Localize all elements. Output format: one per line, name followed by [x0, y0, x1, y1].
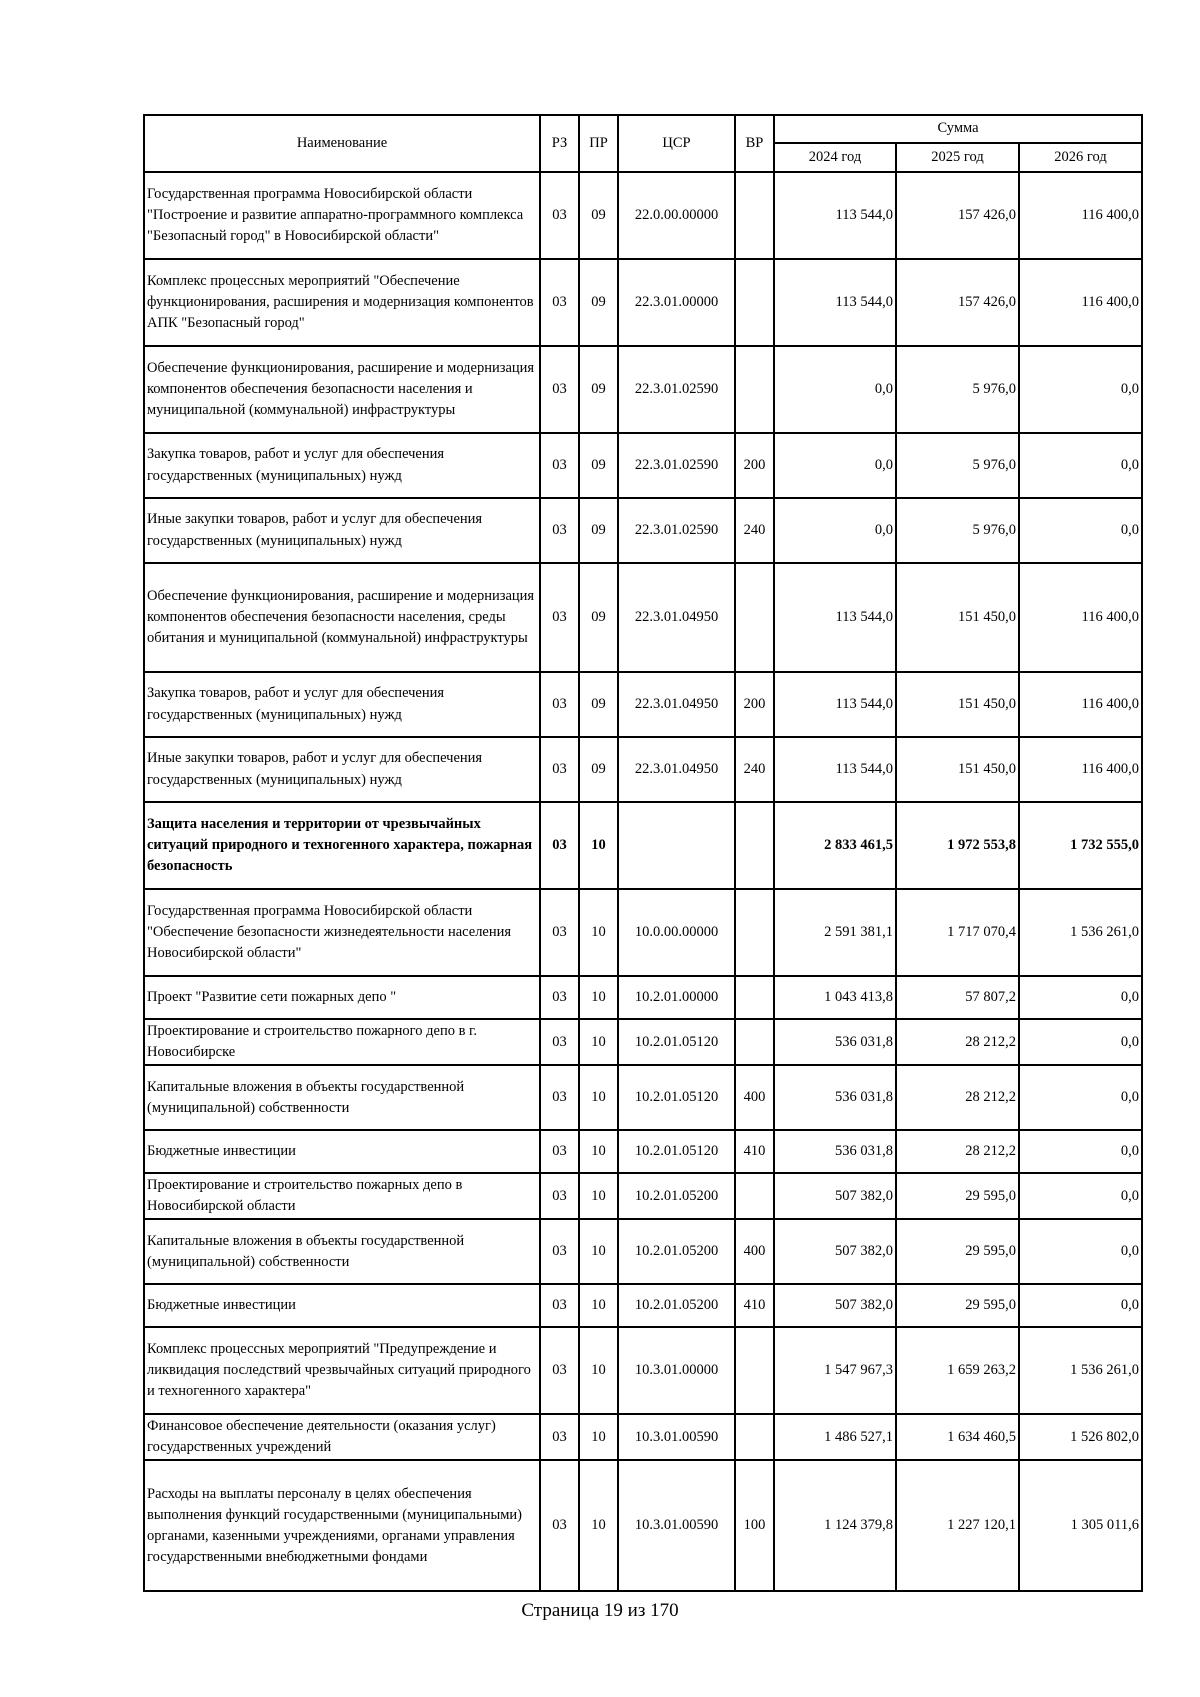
cell-rz: 03: [540, 1173, 579, 1219]
cell-y2026: 1 536 261,0: [1019, 889, 1142, 976]
cell-vr: [735, 346, 774, 433]
cell-y2024: 507 382,0: [774, 1219, 896, 1284]
cell-y2026: 0,0: [1019, 1019, 1142, 1065]
cell-y2024: 113 544,0: [774, 563, 896, 672]
cell-pr: 09: [579, 737, 618, 802]
cell-name: Обеспечение функционирования, расширение и модернизация компонентов обеспечения безопасности населения, среды обитания и муниципальной (коммунальной) инфраструктуры: [144, 563, 540, 672]
cell-y2026: 0,0: [1019, 1219, 1142, 1284]
cell-name: Комплекс процессных мероприятий "Обеспечение функционирования, расширения и модернизация компонентов АПК "Безопасный город": [144, 259, 540, 346]
cell-vr: [735, 976, 774, 1019]
cell-rz: 03: [540, 889, 579, 976]
table-row: [144, 737, 1142, 802]
cell-vr: [735, 1414, 774, 1460]
cell-pr: 10: [579, 1173, 618, 1219]
cell-rz: 03: [540, 1327, 579, 1414]
cell-pr: 10: [579, 1065, 618, 1130]
cell-name: Финансовое обеспечение деятельности (оказания услуг) государственных учреждений: [144, 1414, 540, 1460]
cell-name: Иные закупки товаров, работ и услуг для обеспечения государственных (муниципальных) нужд: [144, 498, 540, 563]
cell-csr: 22.3.01.04950: [618, 672, 735, 737]
cell-y2024: 2 833 461,5: [774, 802, 896, 889]
cell-y2025: 1 659 263,2: [896, 1327, 1019, 1414]
header-vr: ВР: [735, 115, 774, 172]
cell-pr: 10: [579, 1460, 618, 1591]
cell-y2024: 1 043 413,8: [774, 976, 896, 1019]
cell-y2024: 0,0: [774, 346, 896, 433]
cell-y2026: 116 400,0: [1019, 259, 1142, 346]
table-row: [144, 976, 1142, 1019]
table-row: [144, 672, 1142, 737]
cell-csr: 22.3.01.04950: [618, 563, 735, 672]
cell-y2025: 29 595,0: [896, 1284, 1019, 1327]
cell-pr: 09: [579, 346, 618, 433]
table-row: [144, 346, 1142, 433]
cell-rz: 03: [540, 976, 579, 1019]
budget-page: [143, 114, 1141, 1592]
cell-vr: [735, 259, 774, 346]
cell-y2024: 2 591 381,1: [774, 889, 896, 976]
cell-rz: 03: [540, 1284, 579, 1327]
cell-csr: 22.3.01.00000: [618, 259, 735, 346]
cell-rz: 03: [540, 346, 579, 433]
cell-vr: [735, 172, 774, 259]
cell-y2024: 113 544,0: [774, 172, 896, 259]
table-row: [144, 433, 1142, 498]
cell-y2024: 536 031,8: [774, 1019, 896, 1065]
cell-rz: 03: [540, 672, 579, 737]
cell-csr: 10.3.01.00590: [618, 1414, 735, 1460]
cell-y2026: 1 536 261,0: [1019, 1327, 1142, 1414]
cell-pr: 10: [579, 1219, 618, 1284]
cell-y2026: 0,0: [1019, 433, 1142, 498]
cell-y2025: 57 807,2: [896, 976, 1019, 1019]
cell-vr: 400: [735, 1219, 774, 1284]
cell-y2025: 1 972 553,8: [896, 802, 1019, 889]
cell-y2026: 1 526 802,0: [1019, 1414, 1142, 1460]
cell-vr: 410: [735, 1284, 774, 1327]
cell-y2025: 5 976,0: [896, 346, 1019, 433]
cell-pr: 09: [579, 172, 618, 259]
cell-y2025: 5 976,0: [896, 433, 1019, 498]
cell-vr: 200: [735, 433, 774, 498]
cell-y2024: 113 544,0: [774, 737, 896, 802]
cell-vr: [735, 802, 774, 889]
cell-vr: 240: [735, 737, 774, 802]
cell-pr: 09: [579, 433, 618, 498]
cell-csr: 10.2.01.05200: [618, 1219, 735, 1284]
cell-y2026: 0,0: [1019, 1130, 1142, 1173]
cell-vr: 400: [735, 1065, 774, 1130]
cell-pr: 10: [579, 1130, 618, 1173]
cell-rz: 03: [540, 172, 579, 259]
cell-y2025: 28 212,2: [896, 1019, 1019, 1065]
cell-pr: 10: [579, 976, 618, 1019]
cell-y2025: 1 717 070,4: [896, 889, 1019, 976]
cell-pr: 09: [579, 563, 618, 672]
cell-csr: 22.3.01.04950: [618, 737, 735, 802]
cell-y2025: 1 227 120,1: [896, 1460, 1019, 1591]
cell-rz: 03: [540, 1219, 579, 1284]
cell-csr: 10.2.01.00000: [618, 976, 735, 1019]
cell-y2026: 1 305 011,6: [1019, 1460, 1142, 1591]
cell-name: Закупка товаров, работ и услуг для обеспечения государственных (муниципальных) нужд: [144, 433, 540, 498]
cell-name: Защита населения и территории от чрезвычайных ситуаций природного и техногенного характера, пожарная безопасность: [144, 802, 540, 889]
cell-y2026: 0,0: [1019, 346, 1142, 433]
cell-name: Комплекс процессных мероприятий "Предупреждение и ликвидация последствий чрезвычайных ситуаций природного и техногенного характера": [144, 1327, 540, 1414]
cell-y2024: 113 544,0: [774, 259, 896, 346]
cell-y2025: 157 426,0: [896, 172, 1019, 259]
table-row: [144, 1414, 1142, 1460]
table-row: [144, 563, 1142, 672]
cell-vr: [735, 563, 774, 672]
page-number: Страница 19 из 170: [521, 1600, 679, 1621]
cell-vr: 410: [735, 1130, 774, 1173]
cell-name: Закупка товаров, работ и услуг для обеспечения государственных (муниципальных) нужд: [144, 672, 540, 737]
cell-csr: 10.3.01.00000: [618, 1327, 735, 1414]
cell-csr: 10.2.01.05120: [618, 1019, 735, 1065]
cell-name: Расходы на выплаты персоналу в целях обеспечения выполнения функций государственными (муниципальными) органами, казенными учреждениями, органами управления государственными внебюджетными фондами: [144, 1460, 540, 1591]
cell-y2024: 113 544,0: [774, 672, 896, 737]
cell-csr: 22.3.01.02590: [618, 498, 735, 563]
cell-y2024: 1 124 379,8: [774, 1460, 896, 1591]
cell-y2026: 116 400,0: [1019, 563, 1142, 672]
cell-csr: 22.3.01.02590: [618, 433, 735, 498]
cell-y2026: 0,0: [1019, 498, 1142, 563]
cell-y2026: 0,0: [1019, 1173, 1142, 1219]
table-row: [144, 1173, 1142, 1219]
cell-rz: 03: [540, 1065, 579, 1130]
cell-csr: 10.0.00.00000: [618, 889, 735, 976]
cell-y2024: 1 486 527,1: [774, 1414, 896, 1460]
cell-y2026: 116 400,0: [1019, 172, 1142, 259]
cell-pr: 10: [579, 802, 618, 889]
header-sum: Сумма: [774, 115, 1142, 143]
cell-rz: 03: [540, 259, 579, 346]
cell-name: Капитальные вложения в объекты государственной (муниципальной) собственности: [144, 1219, 540, 1284]
cell-rz: 03: [540, 563, 579, 672]
table-row: [144, 1019, 1142, 1065]
cell-y2024: 1 547 967,3: [774, 1327, 896, 1414]
cell-pr: 09: [579, 498, 618, 563]
cell-rz: 03: [540, 1130, 579, 1173]
cell-y2026: 116 400,0: [1019, 737, 1142, 802]
header-year-2025: 2025 год: [896, 143, 1019, 172]
cell-y2025: 151 450,0: [896, 737, 1019, 802]
table-row: [144, 1284, 1142, 1327]
table-row: [144, 889, 1142, 976]
cell-y2025: 29 595,0: [896, 1219, 1019, 1284]
cell-name: Проектирование и строительство пожарных депо в Новосибирской области: [144, 1173, 540, 1219]
cell-pr: 09: [579, 672, 618, 737]
cell-y2024: 536 031,8: [774, 1065, 896, 1130]
cell-y2026: 0,0: [1019, 1284, 1142, 1327]
cell-y2024: 536 031,8: [774, 1130, 896, 1173]
cell-vr: [735, 1173, 774, 1219]
table-row: [144, 1130, 1142, 1173]
cell-vr: [735, 1019, 774, 1065]
cell-y2024: 507 382,0: [774, 1173, 896, 1219]
cell-name: Проектирование и строительство пожарного депо в г. Новосибирске: [144, 1019, 540, 1065]
table-row: [144, 1219, 1142, 1284]
header-rz: РЗ: [540, 115, 579, 172]
cell-csr: 10.2.01.05120: [618, 1065, 735, 1130]
cell-y2025: 28 212,2: [896, 1065, 1019, 1130]
cell-y2025: 157 426,0: [896, 259, 1019, 346]
cell-name: Проект "Развитие сети пожарных депо ": [144, 976, 540, 1019]
table-row: [144, 498, 1142, 563]
cell-y2024: 0,0: [774, 433, 896, 498]
table-row: [144, 1460, 1142, 1591]
cell-csr: 10.2.01.05200: [618, 1173, 735, 1219]
cell-y2026: 0,0: [1019, 976, 1142, 1019]
cell-pr: 10: [579, 889, 618, 976]
cell-y2026: 0,0: [1019, 1065, 1142, 1130]
cell-y2025: 151 450,0: [896, 563, 1019, 672]
cell-vr: 100: [735, 1460, 774, 1591]
cell-rz: 03: [540, 1414, 579, 1460]
table-body: [144, 172, 1142, 1591]
cell-csr: 22.3.01.02590: [618, 346, 735, 433]
table-row: [144, 802, 1142, 889]
table-row: [144, 1327, 1142, 1414]
cell-rz: 03: [540, 1019, 579, 1065]
header-name: Наименование: [144, 115, 540, 172]
cell-name: Иные закупки товаров, работ и услуг для обеспечения государственных (муниципальных) нужд: [144, 737, 540, 802]
cell-name: Бюджетные инвестиции: [144, 1284, 540, 1327]
cell-vr: 200: [735, 672, 774, 737]
cell-vr: 240: [735, 498, 774, 563]
table-row: [144, 1065, 1142, 1130]
cell-y2024: 507 382,0: [774, 1284, 896, 1327]
cell-rz: 03: [540, 498, 579, 563]
cell-y2024: 0,0: [774, 498, 896, 563]
table-header: [144, 115, 1142, 172]
header-year-2026: 2026 год: [1019, 143, 1142, 172]
cell-y2026: 116 400,0: [1019, 672, 1142, 737]
cell-name: Бюджетные инвестиции: [144, 1130, 540, 1173]
cell-pr: 10: [579, 1327, 618, 1414]
cell-pr: 10: [579, 1414, 618, 1460]
cell-rz: 03: [540, 433, 579, 498]
cell-csr: 10.3.01.00590: [618, 1460, 735, 1591]
cell-name: Капитальные вложения в объекты государственной (муниципальной) собственности: [144, 1065, 540, 1130]
cell-name: Государственная программа Новосибирской области "Обеспечение безопасности жизнедеятельности населения Новосибирской области": [144, 889, 540, 976]
cell-y2025: 151 450,0: [896, 672, 1019, 737]
cell-vr: [735, 1327, 774, 1414]
cell-csr: 10.2.01.05200: [618, 1284, 735, 1327]
cell-csr: 22.0.00.00000: [618, 172, 735, 259]
budget-table: [143, 114, 1143, 1592]
cell-y2025: 5 976,0: [896, 498, 1019, 563]
cell-vr: [735, 889, 774, 976]
cell-rz: 03: [540, 802, 579, 889]
cell-name: Обеспечение функционирования, расширение и модернизация компонентов обеспечения безопасности населения и муниципальной (коммунальной) инфраструктуры: [144, 346, 540, 433]
cell-y2026: 1 732 555,0: [1019, 802, 1142, 889]
table-row: [144, 259, 1142, 346]
cell-rz: 03: [540, 1460, 579, 1591]
header-year-2024: 2024 год: [774, 143, 896, 172]
cell-y2025: 29 595,0: [896, 1173, 1019, 1219]
cell-csr: [618, 802, 735, 889]
cell-pr: 10: [579, 1284, 618, 1327]
header-csr: ЦСР: [618, 115, 735, 172]
cell-pr: 10: [579, 1019, 618, 1065]
cell-rz: 03: [540, 737, 579, 802]
cell-y2025: 28 212,2: [896, 1130, 1019, 1173]
cell-pr: 09: [579, 259, 618, 346]
cell-y2025: 1 634 460,5: [896, 1414, 1019, 1460]
table-row: [144, 172, 1142, 259]
cell-name: Государственная программа Новосибирской области "Построение и развитие аппаратно-программного комплекса "Безопасный город" в Новосибирской области": [144, 172, 540, 259]
cell-csr: 10.2.01.05120: [618, 1130, 735, 1173]
header-pr: ПР: [579, 115, 618, 172]
